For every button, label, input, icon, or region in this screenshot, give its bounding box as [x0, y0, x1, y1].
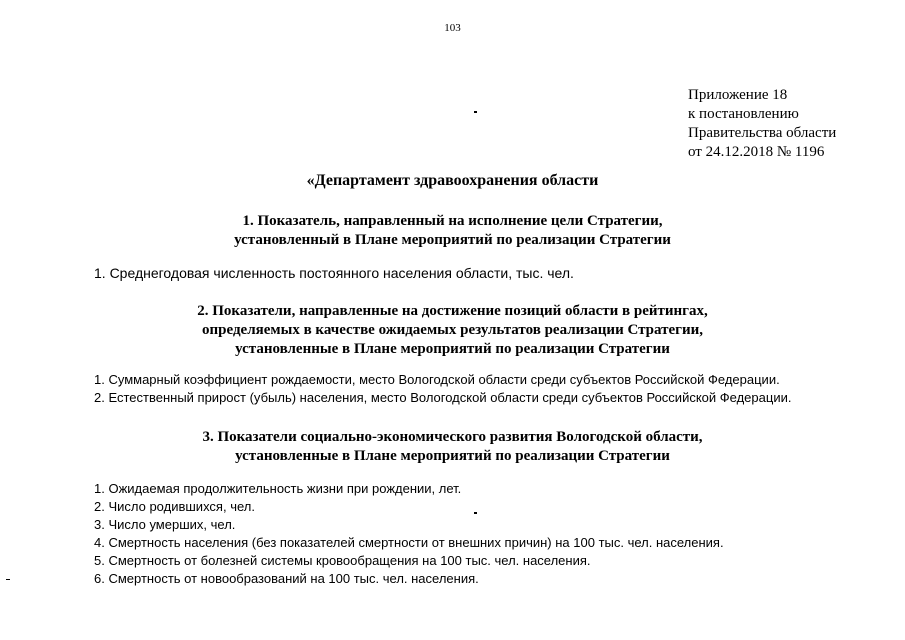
list-item: 6. Смертность от новообразований на 100 тыс. чел. населения. — [94, 571, 479, 586]
appendix-line: от 24.12.2018 № 1196 — [688, 144, 825, 160]
appendix-line: к постановлению — [688, 106, 799, 122]
appendix-block — [688, 86, 836, 162]
section-heading-line: 3. Показатели социально-экономического развития Вологодской области, — [202, 429, 703, 445]
list-item: 1. Суммарный коэффициент рождаемости, место Вологодской области среди субъектов Российской Федерации. — [94, 372, 780, 387]
section-2-heading — [0, 302, 905, 359]
section-1-heading — [0, 212, 905, 250]
section-heading-line: определяемых в качестве ожидаемых результатов реализации Стратегии, — [202, 322, 703, 338]
section-2-list — [94, 371, 791, 407]
department-title: «Департамент здравоохранения области — [306, 172, 599, 189]
section-heading-line: установленные в Плане мероприятий по реализации Стратегии — [235, 448, 670, 464]
section-heading-line: 2. Показатели, направленные на достижение позиций области в рейтингах, — [197, 303, 708, 319]
list-item: 5. Смертность от болезней системы кровообращения на 100 тыс. чел. населения. — [94, 553, 591, 568]
scan-speck — [474, 512, 477, 514]
list-item: 1. Среднегодовая численность постоянного населения области, тыс. чел. — [94, 265, 574, 281]
list-item: 1. Ожидаемая продолжительность жизни при рождении, лет. — [94, 481, 462, 496]
list-item: 2. Естественный прирост (убыль) населения, место Вологодской области среди субъектов Российской Федерации. — [94, 390, 792, 405]
page-number: 103 — [444, 22, 461, 34]
section-heading-line: 1. Показатель, направленный на исполнение цели Стратегии, — [242, 213, 663, 229]
list-item: 3. Число умерших, чел. — [94, 517, 236, 532]
section-3-heading — [0, 428, 905, 466]
section-1-list — [94, 264, 574, 282]
appendix-line: Правительства области — [688, 125, 837, 141]
list-item: 4. Смертность населения (без показателей смертности от внешних причин) на 100 тыс. чел. населения. — [94, 535, 724, 550]
scan-speck — [474, 111, 477, 113]
appendix-line: Приложение 18 — [688, 87, 788, 103]
section-heading-line: установленный в Плане мероприятий по реализации Стратегии — [234, 232, 671, 248]
margin-tick — [6, 579, 10, 580]
list-item: 2. Число родившихся, чел. — [94, 499, 255, 514]
section-3-list — [94, 480, 724, 588]
section-heading-line: установленные в Плане мероприятий по реализации Стратегии — [235, 341, 670, 357]
